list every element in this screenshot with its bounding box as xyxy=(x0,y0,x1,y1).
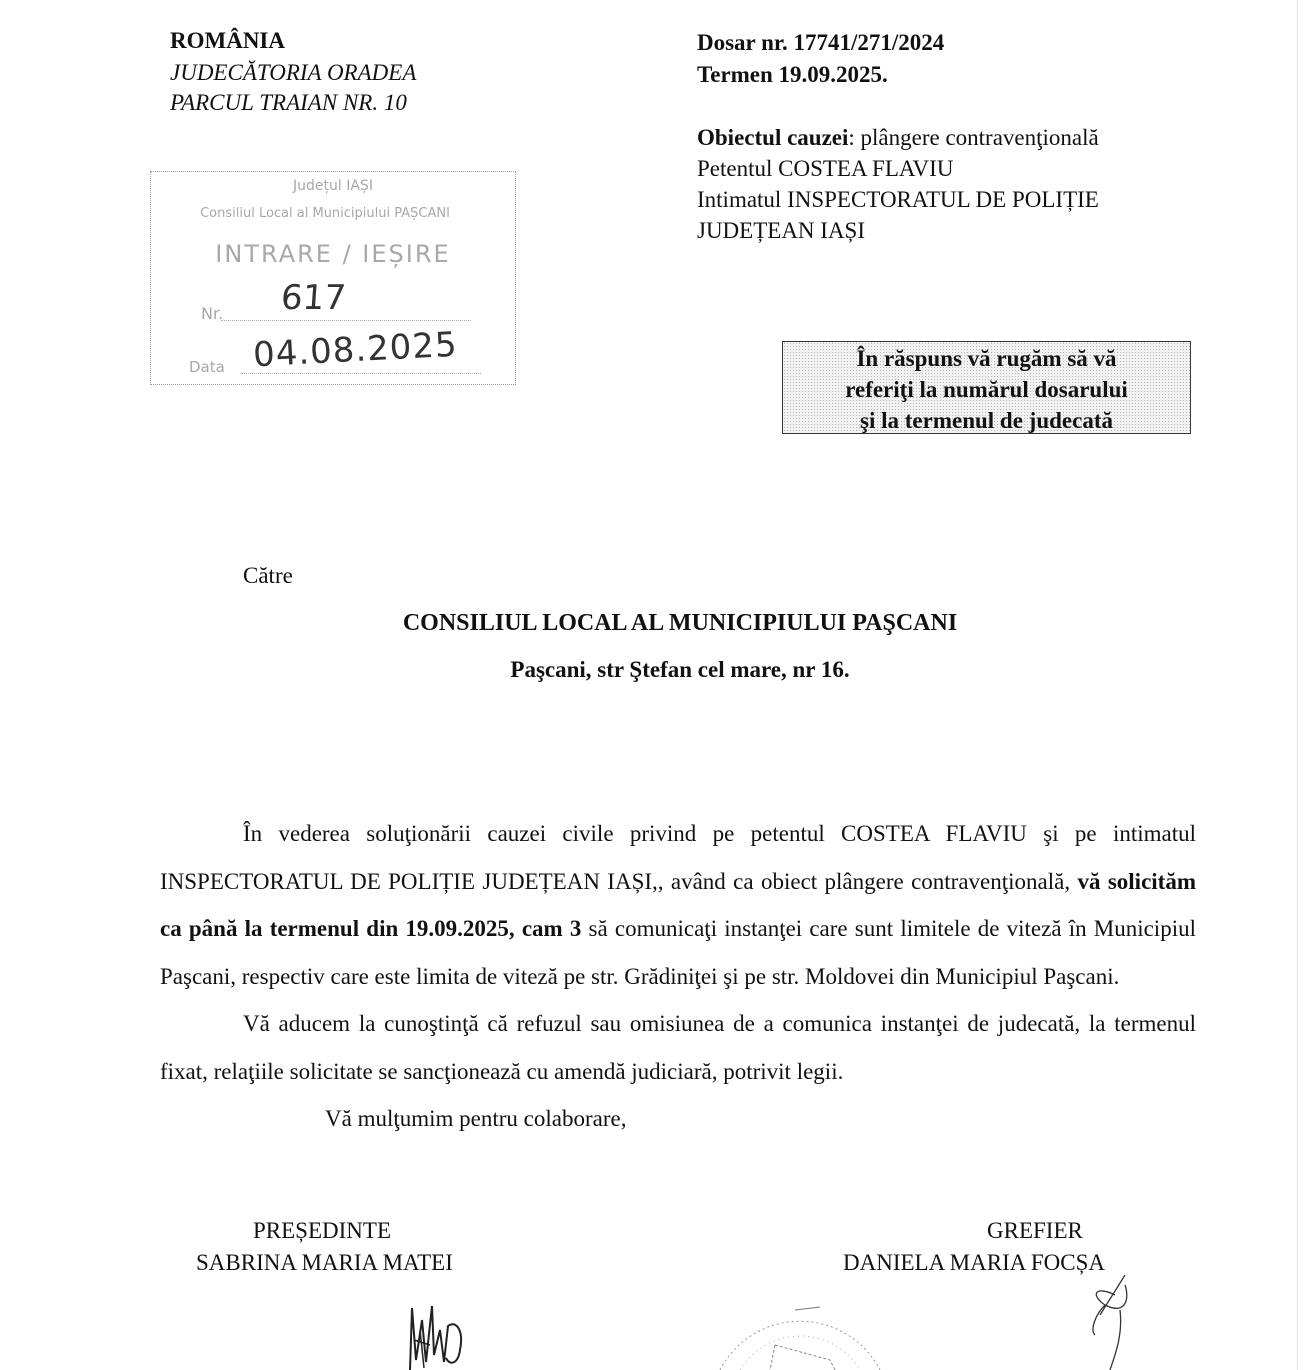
body-closing: Vă mulţumim pentru colaborare, xyxy=(325,1106,627,1131)
reply-notice-box xyxy=(782,341,1191,434)
stamp-institution: Consiliul Local al Municipiului PAȘCANI xyxy=(200,206,450,221)
respondent-line2: JUDEȚEAN IAȘI xyxy=(697,218,866,243)
request-deadline: vă solicităm ca până la termenul din 19.09.2025, cam 3 xyxy=(160,868,1196,941)
case-object-label: Obiectul cauzei xyxy=(697,125,849,150)
case-number: Dosar nr. 17741/271/2024 xyxy=(697,30,945,55)
stamp-nr-value: 617 xyxy=(279,278,348,318)
stamp-title: INTRARE / IEȘIRE xyxy=(215,240,451,268)
court-country: ROMÂNIA xyxy=(170,28,285,53)
clerk-name: DANIELA MARIA FOCȘA xyxy=(843,1250,1105,1275)
stamp-nr-label: Nr. xyxy=(201,304,224,323)
petitioner: Petentul COSTEA FLAVIU xyxy=(697,156,954,181)
respondent-line1: Intimatul INSPECTORATUL DE POLIȚIE xyxy=(697,187,1099,212)
court-seal-icon xyxy=(700,1285,900,1370)
request-text-start: În vederea soluţionării cauzei civile privind pe petentul COSTEA FLAVIU şi pe intimatul INSPECTORATUL DE POLIȚIE JUDEȚEAN IAȘI,, având ca obiect plângere contravenţională, xyxy=(160,821,1196,894)
recipient-prefix: Către xyxy=(243,563,293,588)
court-address: PARCUL TRAIAN NR. 10 xyxy=(170,90,407,115)
notice-line-2: referiţi la numărul dosarului xyxy=(845,377,1128,402)
clerk-title: GREFIER xyxy=(987,1218,1083,1243)
request-text-end: să comunicaţi instanţei care sunt limitele de viteză în Municipiul Paşcani, respectiv care este limita de viteză pe str. Grădiniţei şi pe str. Moldovei din Municipiul Paşcani. xyxy=(160,916,1196,989)
stamp-date-label: Data xyxy=(189,358,225,376)
stamp-date-value: 04.08.2025 xyxy=(252,324,459,376)
recipient-address: Paşcani, str Ştefan cel mare, nr 16. xyxy=(510,657,850,682)
notice-line-1: În răspuns vă rugăm să vă xyxy=(856,346,1117,371)
case-object xyxy=(697,125,1099,151)
recipient-name: CONSILIUL LOCAL AL MUNICIPIULUI PAŞCANI xyxy=(402,610,958,636)
body-paragraph-request xyxy=(160,810,1196,1000)
registration-stamp xyxy=(150,171,516,385)
hearing-date: Termen 19.09.2025. xyxy=(697,62,888,87)
page-edge xyxy=(1297,0,1298,1370)
letter-body xyxy=(160,810,1196,1143)
stamp-nr-line xyxy=(221,320,471,321)
president-signature-icon xyxy=(400,1300,490,1370)
president-title: PREȘEDINTE xyxy=(253,1218,391,1243)
case-object-value: : plângere contravenţională xyxy=(848,125,1099,150)
clerk-signature-icon xyxy=(1085,1275,1145,1370)
stamp-county: Județul IAȘI xyxy=(293,178,373,194)
president-name: SABRINA MARIA MATEI xyxy=(196,1250,453,1275)
body-paragraph-warning: Vă aducem la cunoştinţă că refuzul sau omisiunea de a comunica instanţei de judecată, la termenul fixat, relaţiile solicitate se sancţionează cu amendă judiciară, potrivit legii. xyxy=(160,1011,1196,1084)
court-name: JUDECĂTORIA ORADEA xyxy=(170,60,417,85)
notice-line-3: şi la termenul de judecată xyxy=(860,408,1113,433)
